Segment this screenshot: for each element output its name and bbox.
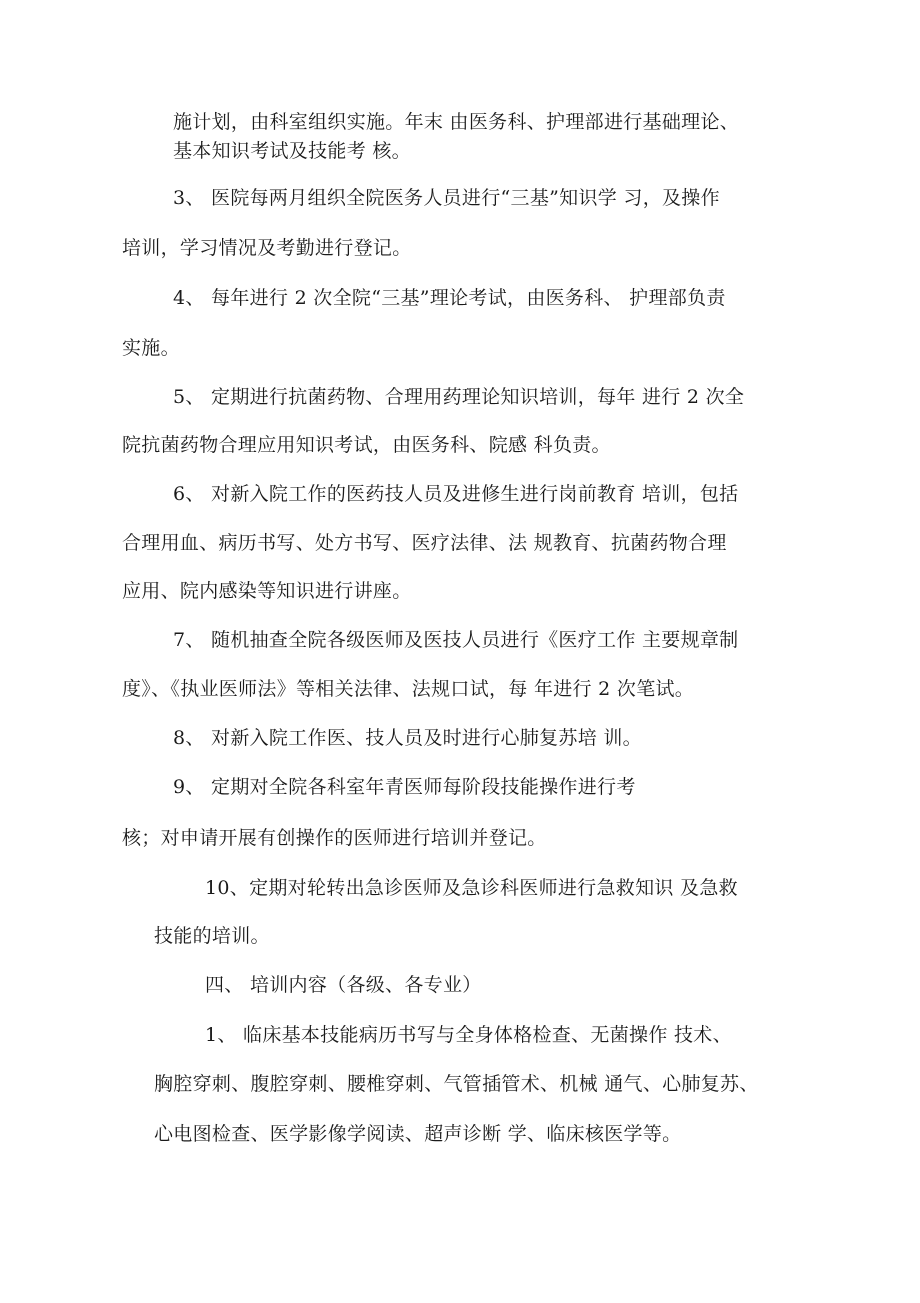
text-line: 实施。 <box>122 337 180 359</box>
text-line: 7、 随机抽查全院各级医师及医技人员进行《医疗工作 主要规章制 <box>173 629 739 651</box>
text-line: 合理用血、病历书写、处方书写、医疗法律、法 规教育、抗菌药物合理 <box>122 532 727 554</box>
text-line: 8、 对新入院工作医、技人员及时进行心肺复苏培 训。 <box>173 727 642 749</box>
text-line: 应用、院内感染等知识进行讲座。 <box>122 580 412 602</box>
text-line: 度》、《执业医师法》等相关法律、法规口试，每 年进行 2 次笔试。 <box>122 678 695 700</box>
text-line: 院抗菌药物合理应用知识考试，由医务科、院感 科负责。 <box>122 434 611 456</box>
text-line: 心电图检查、医学影像学阅读、超声诊断 学、临床核医学等。 <box>154 1123 682 1145</box>
text-line: 施计划，由科室组织实施。年末 由医务科、护理部进行基础理论、 <box>173 111 740 133</box>
text-line: 技能的培训。 <box>154 925 270 947</box>
text-line: 5、 定期进行抗菌药物、合理用药理论知识培训，每年 进行 2 次全 <box>173 386 745 408</box>
text-line: 3、 医院每两月组织全院医务人员进行“三基”知识学 习，及操作 <box>173 187 720 209</box>
section-heading: 四、 培训内容（各级、各专业） <box>205 974 482 996</box>
text-line: 1、 临床基本技能病历书写与全身体格检查、无菌操作 技术、 <box>205 1024 732 1046</box>
text-line: 10、定期对轮转出急诊医师及急诊科医师进行急救知识 及急救 <box>205 877 738 899</box>
text-line: 4、 每年进行 2 次全院“三基”理论考试，由医务科、 护理部负责 <box>173 287 726 309</box>
text-line: 9、 定期对全院各科室年青医师每阶段技能操作进行考 <box>173 776 636 798</box>
text-line: 核；对申请开展有创操作的医师进行培训并登记。 <box>122 827 547 849</box>
text-line: 胸腔穿刺、腹腔穿刺、腰椎穿刺、气管插管术、机械 通气、心肺复苏、 <box>154 1073 759 1095</box>
text-line: 培训，学习情况及考勤进行登记。 <box>122 237 412 259</box>
text-line: 6、 对新入院工作的医药技人员及进修生进行岗前教育 培训，包括 <box>173 483 739 505</box>
text-line: 基本知识考试及技能考 核。 <box>173 140 411 162</box>
